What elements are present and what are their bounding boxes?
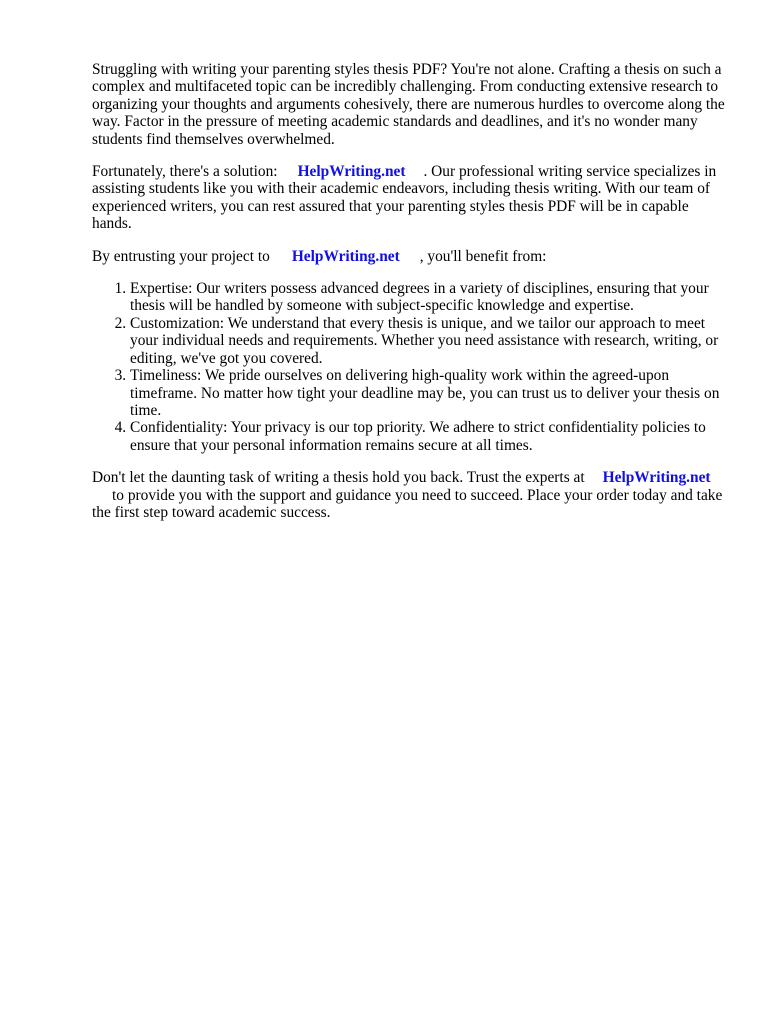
- benefits-list: [92, 280, 732, 454]
- benefit-customization: 2. Customization: We understand that every thesis is unique, and we tailor our approach to meet your individual needs and requirements. Whether you need assistance with research, writing, or editing, we've got you covered.: [130, 315, 732, 367]
- intro-paragraph: Struggling with writing your parenting styles thesis PDF? You're not alone. Crafting a thesis on such a complex and multifaceted topic can be incredibly challenging. From conducting extensive research to organizing your thoughts and arguments cohesively, there are numerous hurdles to overcome along the way. Factor in the pressure of meeting academic standards and deadlines, and it's no wonder many students find themselves overwhelmed.: [92, 61, 725, 148]
- benefit-intro-before: By entrusting your project to: [92, 247, 270, 265]
- closing-paragraph: [92, 469, 732, 521]
- benefit-intro-after: , you'll benefit from:: [419, 247, 547, 265]
- closing-text-before: Don't let the daunting task of writing a thesis hold you back. Trust the experts at: [92, 469, 585, 487]
- solution-text-after: . Our professional writing service specializes in assisting students like you with their academic endeavors, including thesis writing. With our team of experienced writers, you can rest assured that your parenting styles thesis PDF will be in capable hands.: [92, 163, 717, 233]
- helpwriting-link-3[interactable]: HelpWriting.net: [602, 469, 711, 487]
- solution-paragraph: [92, 163, 732, 233]
- closing-text-after: to provide you with the support and guidance you need to succeed. Place your order today and take the first step toward academic success.: [92, 486, 723, 521]
- document-page: [92, 61, 732, 536]
- helpwriting-link-2[interactable]: HelpWriting.net: [291, 247, 400, 265]
- benefit-intro-paragraph: [92, 248, 732, 265]
- benefit-confidentiality: 4. Confidentiality: Your privacy is our top priority. We adhere to strict confidentiality policies to ensure that your personal information remains secure at all times.: [130, 419, 732, 454]
- helpwriting-link-1[interactable]: HelpWriting.net: [297, 163, 406, 181]
- benefit-timeliness: 3. Timeliness: We pride ourselves on delivering high-quality work within the agreed-upon timeframe. No matter how tight your deadline may be, you can trust us to deliver your thesis on time.: [130, 367, 732, 419]
- benefit-expertise: 1. Expertise: Our writers possess advanced degrees in a variety of disciplines, ensuring that your thesis will be handled by someone with subject-specific knowledge and expertise.: [130, 280, 732, 315]
- solution-text-before: Fortunately, there's a solution:: [92, 163, 278, 181]
